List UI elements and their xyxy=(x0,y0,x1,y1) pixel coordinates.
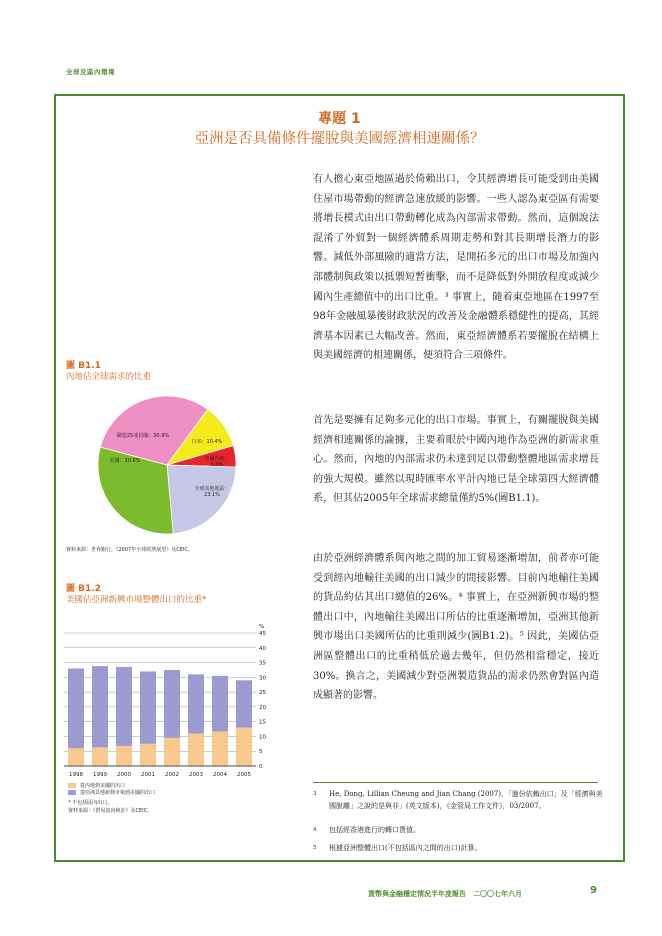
bar-2000-series-0 xyxy=(116,746,132,766)
bar-1998-series-0 xyxy=(68,748,84,766)
pie-chart xyxy=(66,390,296,540)
footnote-3-text: He, Dong, Lillian Cheung and Jian Chang (2007)，「過份依賴出口」及「經濟與美國脫離」之說的是與非」(英文版本)，《金管局工作文件》，03/2007。 xyxy=(329,790,603,810)
figure-2-number: 圖 B1.2 xyxy=(66,584,101,594)
x-tick-2000: 2000 xyxy=(117,772,131,778)
y-tick-5: 5 xyxy=(259,749,263,756)
bar-2003-series-1 xyxy=(188,674,204,733)
legend-swatch-other-asia xyxy=(68,790,76,795)
bar-2002-series-0 xyxy=(164,738,180,766)
y-tick-45: 45 xyxy=(259,631,266,637)
figure-2-note: * 不包括區內出口。 xyxy=(68,800,113,806)
footnote-rule xyxy=(313,782,598,783)
footnote-5 xyxy=(313,842,603,854)
pie-label-1: 日本：10.4% xyxy=(191,439,223,445)
footnote-5-text: 根據亞洲整體出口(不包括區內之間的出口)計算。 xyxy=(329,844,482,852)
bar-2001-series-0 xyxy=(140,744,156,766)
page-number: 9 xyxy=(590,885,597,896)
figure-2-title: 美國佔亞洲新興市場整體出口的比重* xyxy=(66,595,207,605)
x-tick-2002: 2002 xyxy=(165,772,179,778)
pie-label-2: 中國內地： 5.0% xyxy=(204,456,230,468)
footnote-3-number: 3 xyxy=(313,791,317,797)
figure-1-number: 圖 B1.1 xyxy=(66,361,101,371)
box-title: 亞洲是否具備條件擺脫與美國經濟相連關係？ xyxy=(194,131,485,147)
bar-2000-series-1 xyxy=(116,667,132,746)
legend-swatch-mainland xyxy=(68,783,76,788)
y-tick-0: 0 xyxy=(259,764,263,770)
x-tick-2004: 2004 xyxy=(213,772,227,778)
footnote-4 xyxy=(313,824,603,836)
figure-2-notes xyxy=(68,799,152,815)
y-tick-20: 20 xyxy=(259,704,266,711)
pie-label-4: 美國：30.6% xyxy=(109,458,141,464)
bar-2003-series-0 xyxy=(188,733,204,766)
bar-2005-series-1 xyxy=(236,680,252,727)
y-tick-25: 25 xyxy=(259,690,266,697)
figure-2-legend xyxy=(68,783,155,797)
paragraph-3: 由於亞洲經濟體系與內地之間的加工貿易逐漸增加，前者亦可能受到經內地輸往美國的出口減少的間接影響。目前內地輸往美國的貨品約佔其出口總值的26%。⁴ 事實上，在亞洲新興市場的整體出口中，內地輸往美國出口所佔的比重逐漸增加，亞洲其他新興市場出口美國所佔的比重則減少(圖B1.2)。⁵ 因此，美國佔亞洲區整體出口的比重稍低於過去幾年，但仍然相當穩定，接近30%。換言之，美國減少對亞洲製造貨品的需求仍然會對區內造成顯著的影響。 xyxy=(313,553,599,702)
x-tick-1999: 1999 xyxy=(93,772,107,778)
footnote-4-text: 包括經香港進行的轉口貨值。 xyxy=(329,826,420,834)
figure-1-title: 內地佔全球需求的比重 xyxy=(66,372,152,382)
x-tick-1998: 1998 xyxy=(69,772,83,778)
x-tick-2005: 2005 xyxy=(237,772,251,778)
figure-2-source: 資料來源：《貿易流向統計》及CEIC。 xyxy=(68,808,153,814)
bar-2005-series-0 xyxy=(236,728,252,766)
bar-2004-series-0 xyxy=(212,731,228,766)
legend-item-other-asia xyxy=(68,790,155,797)
x-tick-2003: 2003 xyxy=(189,772,203,778)
footnote-3 xyxy=(313,788,603,812)
footer-report-title: 貨幣與金融穩定情況半年度報告 二〇〇七年六月 xyxy=(368,890,522,898)
bar-2004-series-1 xyxy=(212,676,228,732)
bar-chart xyxy=(60,620,280,782)
box-number: 專題 1 xyxy=(318,111,361,127)
pie-label-3: 全球其他地區： 23.1% xyxy=(194,486,230,498)
y-axis-unit: % xyxy=(259,624,265,630)
legend-label-mainland: 從內地到美國的出口 xyxy=(80,783,126,789)
paragraph-1: 有人擔心東亞地區過於倚賴出口，令其經濟增長可能受到由美國住屋市場帶動的經濟急速放緩的影響。一些人認為東亞區有需要將增長模式由出口帶動轉化成為內部需求帶動。然而，這個說法混淆了外貿對一個經濟體系周期走勢和對其長期增長潛力的影響。減低外部風險的適當方法，是開拓多元的出口市場及加強內部體制與政策以抵禦短暫衝擊，而不是降低對外開放程度或減少國內生產總值中的出口比重。³ 事實上，隨着東亞地區在1997至98年金融風暴後財政狀況的改善及金融體系穩健性的提高，其經濟基本因素已大幅改善。然而，東亞經濟體系若要擺脫在結構上與美國經濟的相連關係，便須符合三項條件。 xyxy=(313,174,599,362)
legend-label-other-asia: 從亞洲其他新興市場到美國的出口 xyxy=(80,790,156,796)
bar-2001-series-1 xyxy=(140,671,156,743)
y-tick-35: 35 xyxy=(259,660,266,667)
y-tick-30: 30 xyxy=(259,675,266,682)
footnote-4-number: 4 xyxy=(313,827,317,833)
legend-item-mainland xyxy=(68,783,155,790)
pie-slice-3 xyxy=(167,465,236,534)
bar-2002-series-1 xyxy=(164,670,180,738)
figure-1-caption xyxy=(66,361,151,383)
figure-1-source: 資料來源：世界銀行，《2007年全球經濟展望》及CEIC。 xyxy=(66,547,193,553)
x-tick-2001: 2001 xyxy=(141,772,155,778)
bar-1998-series-1 xyxy=(68,668,84,748)
pie-label-0: 歐盟25成員國：30.9% xyxy=(116,433,170,439)
y-tick-10: 10 xyxy=(259,734,266,741)
bar-1999-series-0 xyxy=(92,747,108,766)
y-tick-15: 15 xyxy=(259,719,266,726)
footnote-5-number: 5 xyxy=(313,845,317,851)
bar-1999-series-1 xyxy=(92,666,108,747)
paragraph-2: 首先是要擁有足夠多元化的出口市場。事實上，有關擺脫與美國經濟相連關係的論據，主要着眼於中國內地作為亞洲的新需求重心。然而，內地的內部需求仍未達到足以帶動整體地區需求增長的強大規模。雖然以現時匯率水平計內地已是全球第四大經濟體系，但其佔2005年全球需求總量僅約5%(圖B1.1)。 xyxy=(313,415,599,505)
figure-2-caption xyxy=(66,584,206,606)
y-tick-40: 40 xyxy=(259,645,266,652)
section-label: 全球及區內環境 xyxy=(66,68,115,76)
